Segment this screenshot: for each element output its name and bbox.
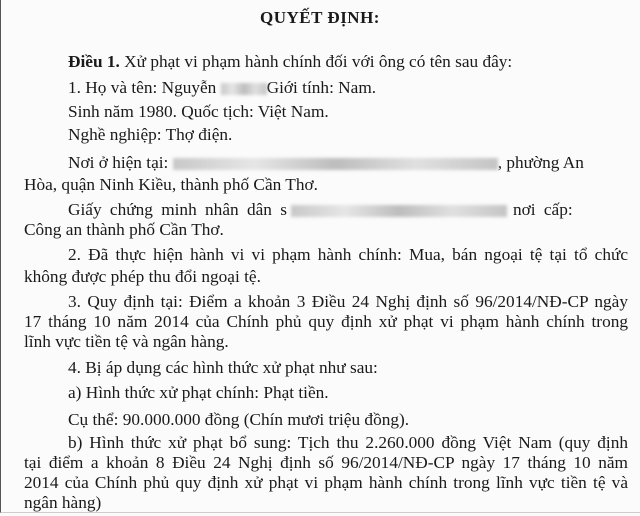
name-line xyxy=(68,78,376,98)
name-label: 1. Họ và tên: Nguyễn xyxy=(68,78,217,97)
main-penalty: a) Hình thức xử phạt chính: Phạt tiền. xyxy=(68,383,329,402)
regulation-line-3: lĩnh vực tiền tệ và ngân hàng. xyxy=(24,332,229,351)
redacted-name xyxy=(221,83,267,95)
violation-line-1: 2. Đã thực hiện hành vi vi phạm hành chính: Mua, bán ngoại tệ tại tổ chức xyxy=(68,245,628,264)
address-line xyxy=(68,153,584,173)
address-suffix: , phường An xyxy=(497,153,584,172)
redacted-address xyxy=(173,158,498,170)
article-label: Điều 1. xyxy=(68,52,120,71)
document-title: QUYẾT ĐỊNH: xyxy=(260,8,380,27)
article-heading xyxy=(68,52,512,72)
gender: Giới tính: Nam. xyxy=(266,78,377,97)
additional-penalty-line-3: 2014 của Chính phủ quy định xử phạt vi phạm hành chính trong lĩnh vực tiền tệ và xyxy=(24,473,628,492)
job-line: Nghề nghiệp: Thợ điện. xyxy=(68,125,233,144)
fine-amount: Cụ thể: 90.000.000 đồng (Chín mươi triệu đồng). xyxy=(68,410,410,429)
id-line-2: Công an thành phố Cần Thơ. xyxy=(24,220,224,239)
additional-penalty-line-2: tại điểm a khoản 8 Điều 24 Nghị định số 96/2014/NĐ-CP ngày 17 tháng 10 năm xyxy=(24,453,628,472)
redacted-id xyxy=(291,205,507,217)
address-label: Nơi ở hiện tại: xyxy=(68,153,169,172)
regulation-line-1: 3. Quy định tại: Điểm a khoản 3 Điều 24 Nghị định số 96/2014/NĐ-CP ngày xyxy=(68,292,628,311)
address-line-2: Hòa, quận Ninh Kiều, thành phố Cần Thơ. xyxy=(24,175,318,194)
violation-line-2: không được phép thu đổi ngoại tệ. xyxy=(24,267,261,286)
regulation-line-2: 17 tháng 10 năm 2014 của Chính phủ quy định xử phạt vi phạm hành chính trong xyxy=(24,312,628,331)
additional-penalty-line-4: ngân hàng) xyxy=(24,493,102,512)
id-label: Giấy chứng minh nhân dân s xyxy=(68,200,287,219)
id-issuer-label: nơi cấp: xyxy=(512,200,573,219)
birth-line: Sinh năm 1980. Quốc tịch: Việt Nam. xyxy=(68,102,329,121)
id-line xyxy=(68,200,573,220)
additional-penalty-line-1: b) Hình thức xử phạt bổ sung: Tịch thu 2.260.000 đồng Việt Nam (quy định xyxy=(68,433,628,452)
penalty-heading: 4. Bị áp dụng các hình thức xử phạt như sau: xyxy=(68,358,378,377)
article-intro: Xử phạt vi phạm hành chính đối với ông có tên sau đây: xyxy=(124,52,513,71)
